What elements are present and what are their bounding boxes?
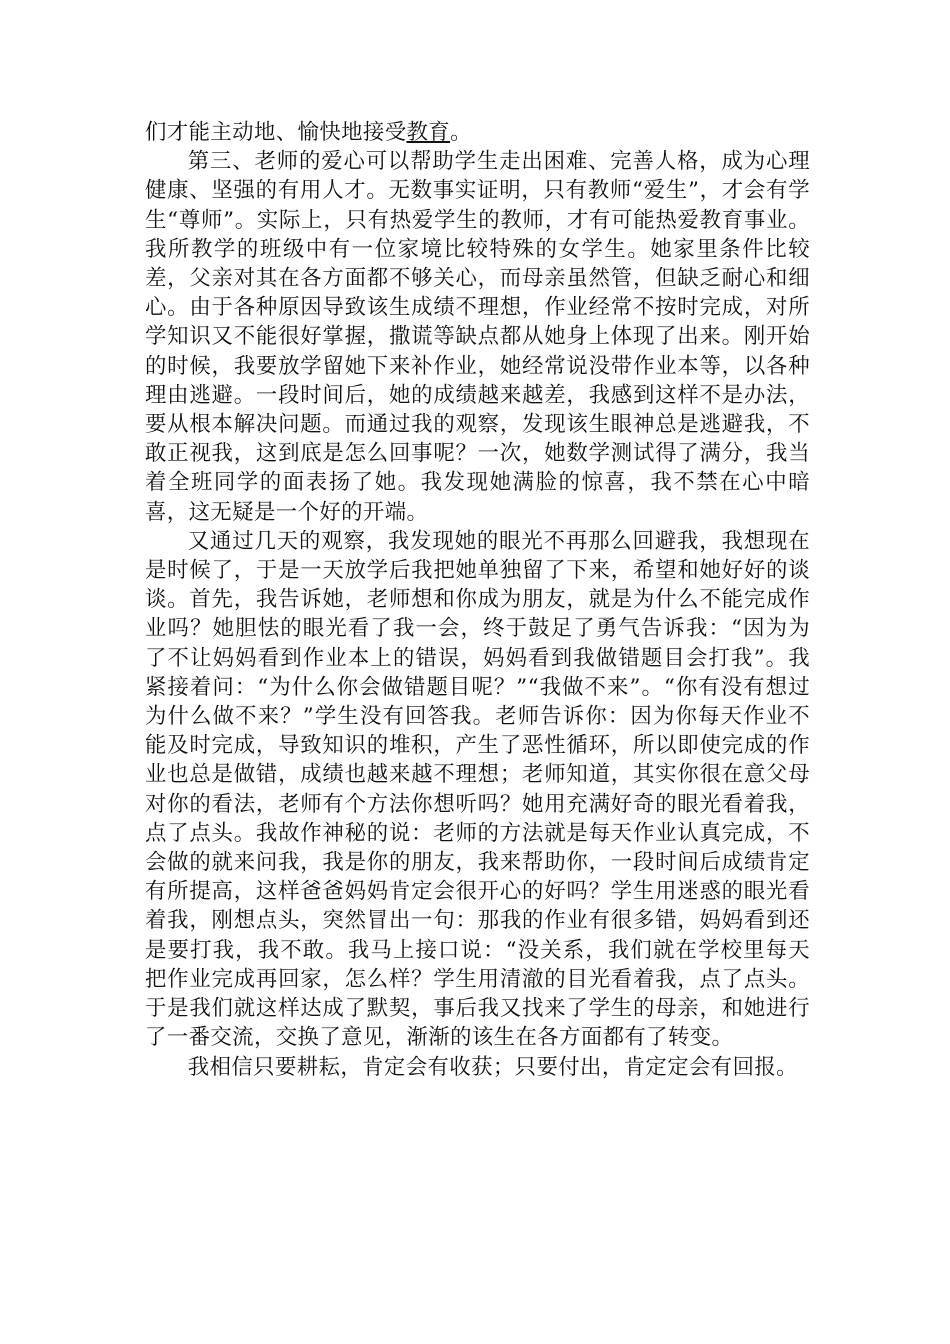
education-link[interactable]: 教育 [406, 120, 451, 145]
paragraph-continuation [145, 118, 810, 147]
paragraph-observation: 又通过几天的观察，我发现她的眼光不再那么回避我，我想现在是时候了，于是一天放学后我把她单独留了下来，希望和她好好的谈谈。首先，我告诉她，老师想和你成为朋友，就是为什么不能完成作业吗？她胆怯的眼光看了我一会，终于鼓足了勇气告诉我：“因为为了不让妈妈看到作业本上的错误，妈妈看到我做错题目会打我”。我紧接着问：“为什么你会做错题目呢？”“我做不来”。“你有没有想过为什么做不来？”学生没有回答我。老师告诉你：因为你每天作业不能及时完成，导致知识的堆积，产生了恶性循环，所以即使完成的作业也总是做错，成绩也越来越不理想；老师知道，其实你很在意父母对你的看法，老师有个方法你想听吗？她用充满好奇的眼光看着我，点了点头。我故作神秘的说：老师的方法就是每天作业认真完成，不会做的就来问我，我是你的朋友，我来帮助你，一段时间后成绩肯定有所提高，这样爸爸妈妈肯定会很开心的好吗？学生用迷惑的眼光看着我，刚想点头，突然冒出一句：那我的作业有很多错，妈妈看到还是要打我，我不敢。我马上接口说：“没关系，我们就在学校里每天把作业完成再回家，怎么样？学生用清澈的目光看着我，点了点头。于是我们就这样达成了默契，事后我又找来了学生的母亲，和她进行了一番交流，交换了意见，渐渐的该生在各方面都有了转变。 [145, 528, 810, 1051]
paragraph-third-point: 第三、老师的爱心可以帮助学生走出困难、完善人格，成为心理健康、坚强的有用人才。无数事实证明，只有教师“爱生”，才会有学生“尊师”。实际上，只有热爱学生的教师，才有可能热爱教育事业。我所教学的班级中有一位家境比较特殊的女学生。她家里条件比较差，父亲对其在各方面都不够关心，而母亲虽然管，但缺乏耐心和细心。由于各种原因导致该生成绩不理想，作业经常不按时完成，对所学知识又不能很好掌握，撒谎等缺点都从她身上体现了出来。刚开始的时候，我要放学留她下来补作业，她经常说没带作业本等，以各种理由逃避。一段时间后，她的成绩越来越差，我感到这样不是办法，要从根本解决问题。而通过我的观察，发现该生眼神总是逃避我，不敢正视我，这到底是怎么回事呢？一次，她数学测试得了满分，我当着全班同学的面表扬了她。我发现她满脸的惊喜，我不禁在心中暗喜，这无疑是一个好的开端。 [145, 149, 810, 525]
document-page [145, 118, 810, 1082]
paragraph-text-end: 。 [450, 120, 472, 145]
paragraph-conclusion: 我相信只要耕耘，肯定会有收获；只要付出，肯定定会有回报。 [187, 1054, 798, 1080]
paragraph-text: 们才能主动地、愉快地接受 [145, 120, 407, 145]
